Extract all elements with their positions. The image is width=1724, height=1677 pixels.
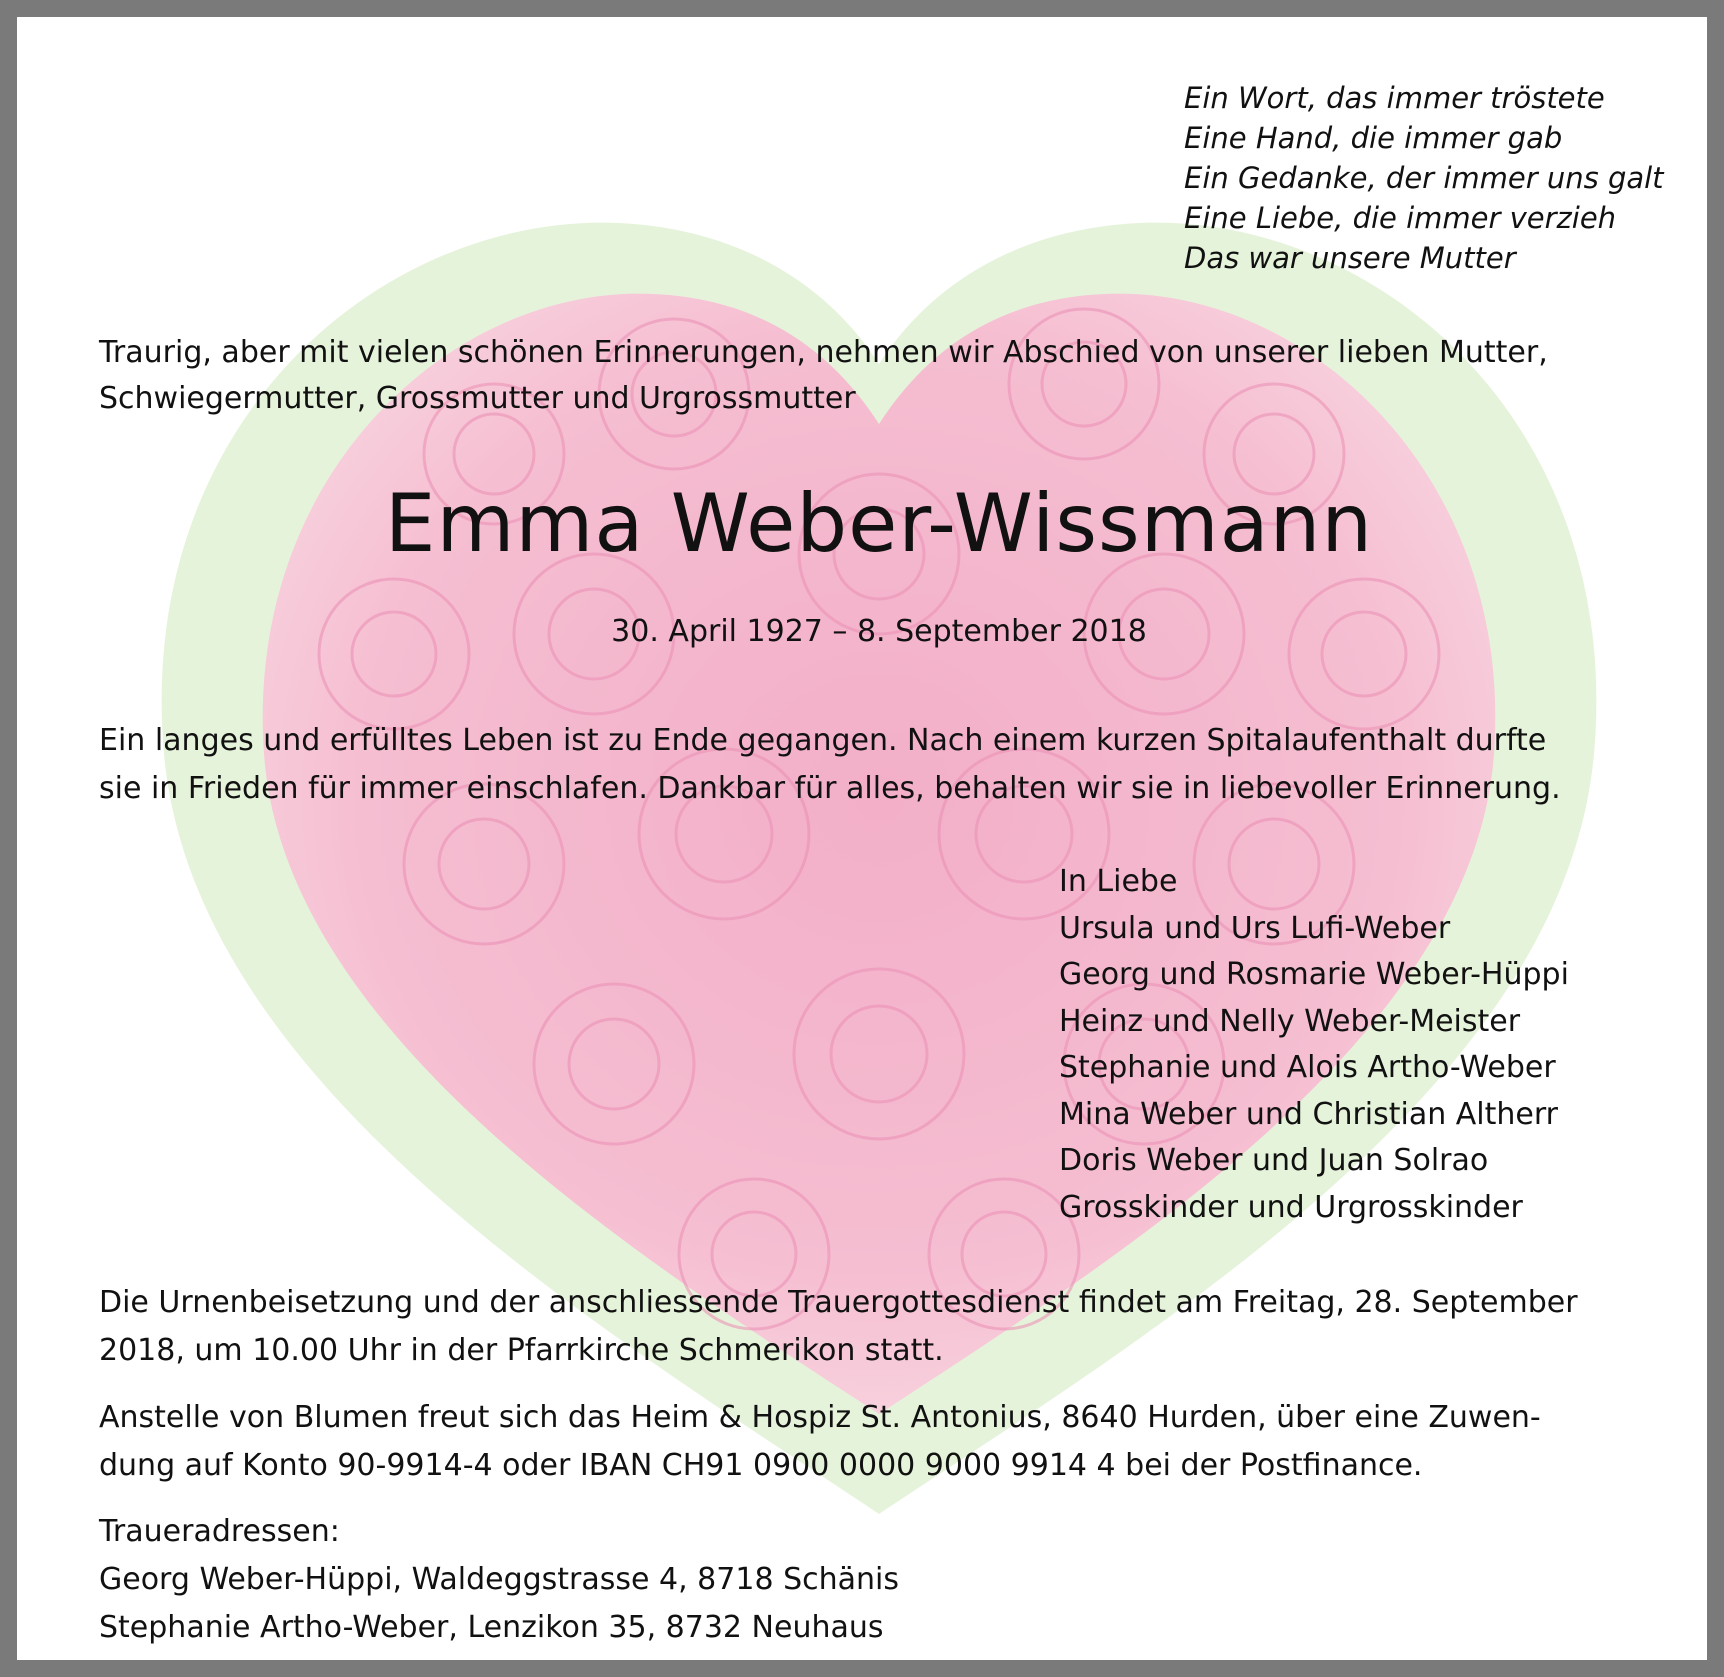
poem-line: Ein Wort, das immer tröstete bbox=[1184, 81, 1605, 115]
donation-info bbox=[99, 1394, 1689, 1490]
poem bbox=[1184, 78, 1704, 278]
funeral-line: 2018, um 10.00 Uhr in der Pfarrkirche Schmerikon statt. bbox=[99, 1333, 944, 1368]
intro-line: Schwiegermutter, Grossmutter und Urgrossmutter bbox=[99, 381, 856, 416]
message-text bbox=[99, 717, 1689, 813]
life-dates: 30. April 1927 – 8. September 2018 bbox=[611, 614, 1147, 649]
family-list bbox=[1059, 859, 1699, 1231]
family-heading: In Liebe bbox=[1059, 864, 1178, 899]
address-entry: Georg Weber-Hüppi, Waldeggstrasse 4, 8718 Schänis bbox=[99, 1562, 899, 1597]
intro-line: Traurig, aber mit vielen schönen Erinnerungen, nehmen wir Abschied von unserer lieben Mutter, bbox=[99, 335, 1548, 370]
message-line: sie in Frieden für immer einschlafen. Dankbar für alles, behalten wir sie in liebevoller Erinnerung. bbox=[99, 771, 1561, 806]
funeral-info bbox=[99, 1279, 1689, 1375]
family-member: Georg und Rosmarie Weber-Hüppi bbox=[1059, 957, 1569, 992]
family-member: Stephanie und Alois Artho-Weber bbox=[1059, 1050, 1556, 1085]
poem-line: Ein Gedanke, der immer uns galt bbox=[1184, 161, 1664, 195]
addresses-heading: Traueradressen: bbox=[99, 1514, 340, 1549]
mourning-addresses bbox=[99, 1508, 1689, 1652]
poem-line: Eine Liebe, die immer verzieh bbox=[1184, 201, 1617, 235]
address-entry: Stephanie Artho-Weber, Lenzikon 35, 8732 Neuhaus bbox=[99, 1610, 884, 1645]
family-member: Heinz und Nelly Weber-Meister bbox=[1059, 1003, 1521, 1039]
funeral-line: Die Urnenbeisetzung und der anschliessende Trauergottesdienst findet am Freitag, 28. September bbox=[99, 1285, 1578, 1320]
poem-line: Eine Hand, die immer gab bbox=[1184, 121, 1563, 155]
family-member: Ursula und Urs Lufi-Weber bbox=[1059, 910, 1451, 946]
intro-text bbox=[99, 330, 1689, 422]
deceased-name: Emma Weber-Wissmann bbox=[384, 477, 1374, 570]
announcement-content bbox=[34, 34, 1724, 1677]
family-member: Doris Weber und Juan Solrao bbox=[1059, 1143, 1489, 1178]
poem-line: Das war unsere Mutter bbox=[1184, 241, 1516, 275]
family-member: Grosskinder und Urgrosskinder bbox=[1059, 1189, 1523, 1225]
message-line: Ein langes und erfülltes Leben ist zu Ende gegangen. Nach einem kurzen Spitalaufenthalt durfte bbox=[99, 723, 1547, 758]
family-member: Mina Weber und Christian Altherr bbox=[1059, 1096, 1559, 1132]
donation-line: dung auf Konto 90-9914-4 oder IBAN CH91 0900 0000 9000 9914 4 bei der Postfinance. bbox=[99, 1448, 1423, 1483]
donation-line: Anstelle von Blumen freut sich das Heim & Hospiz St. Antonius, 8640 Hurden, über eine Zuwen- bbox=[99, 1400, 1541, 1435]
